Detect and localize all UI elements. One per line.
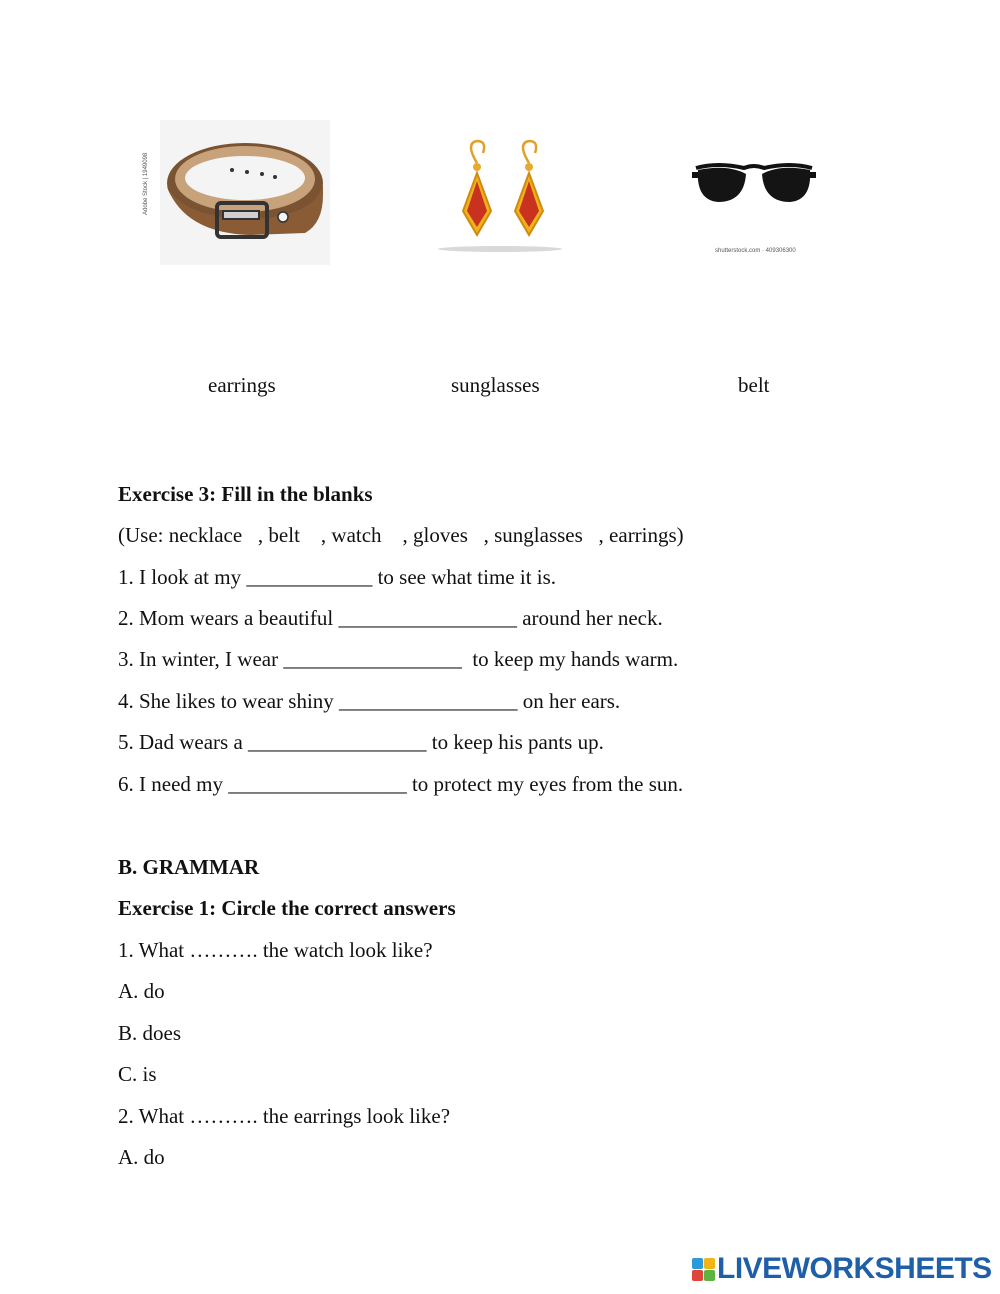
- belt-icon: [155, 115, 335, 270]
- grammar-q2-option-a[interactable]: A. do: [118, 1145, 165, 1169]
- word-sunglasses: sunglasses: [451, 373, 540, 397]
- belt-image: [143, 115, 335, 270]
- exercise3-item-5[interactable]: 5. Dad wears a _________________ to keep his pants up.: [118, 730, 604, 754]
- grammar-q1-option-b[interactable]: B. does: [118, 1021, 181, 1045]
- exercise3-item-2[interactable]: 2. Mom wears a beautiful _________________ around her neck.: [118, 606, 663, 630]
- grammar-heading: B. GRAMMAR: [118, 855, 260, 879]
- grammar-question-2: 2. What ………. the earrings look like?: [118, 1104, 451, 1128]
- grammar-q1-option-a[interactable]: A. do: [118, 979, 165, 1003]
- grammar-question-1: 1. What ………. the watch look like?: [118, 938, 433, 962]
- exercise3-word-list: (Use: necklace , belt , watch , gloves , sunglasses , earrings): [118, 523, 684, 547]
- exercise3-item-1[interactable]: 1. I look at my ____________ to see what time it is.: [118, 565, 557, 589]
- sunglasses-icon: [688, 150, 820, 215]
- earrings-icon: [435, 133, 565, 258]
- logo-badge-icon: [692, 1258, 715, 1281]
- exercise3-item-3[interactable]: 3. In winter, I wear _________________ to keep my hands warm.: [118, 647, 679, 671]
- exercise3-item-4[interactable]: 4. She likes to wear shiny _________________ on her ears.: [118, 689, 621, 713]
- exercise3-title: Exercise 3: Fill in the blanks: [118, 482, 373, 506]
- sunglasses-image-credit: shutterstock.com · 409306300: [715, 248, 796, 254]
- logo-text: LIVEWORKSHEETS: [717, 1252, 992, 1285]
- grammar-exercise1-title: Exercise 1: Circle the correct answers: [118, 896, 456, 920]
- belt-image-credit: Adobe Stock | 1949098: [143, 152, 149, 215]
- sunglasses-image: [688, 150, 820, 262]
- earrings-image: [435, 133, 565, 258]
- word-belt: belt: [738, 373, 770, 397]
- word-earrings: earrings: [208, 373, 276, 397]
- exercise3-item-6[interactable]: 6. I need my _________________ to protect my eyes from the sun.: [118, 772, 684, 796]
- grammar-q1-option-c[interactable]: C. is: [118, 1062, 157, 1086]
- liveworksheets-logo: [692, 1252, 992, 1286]
